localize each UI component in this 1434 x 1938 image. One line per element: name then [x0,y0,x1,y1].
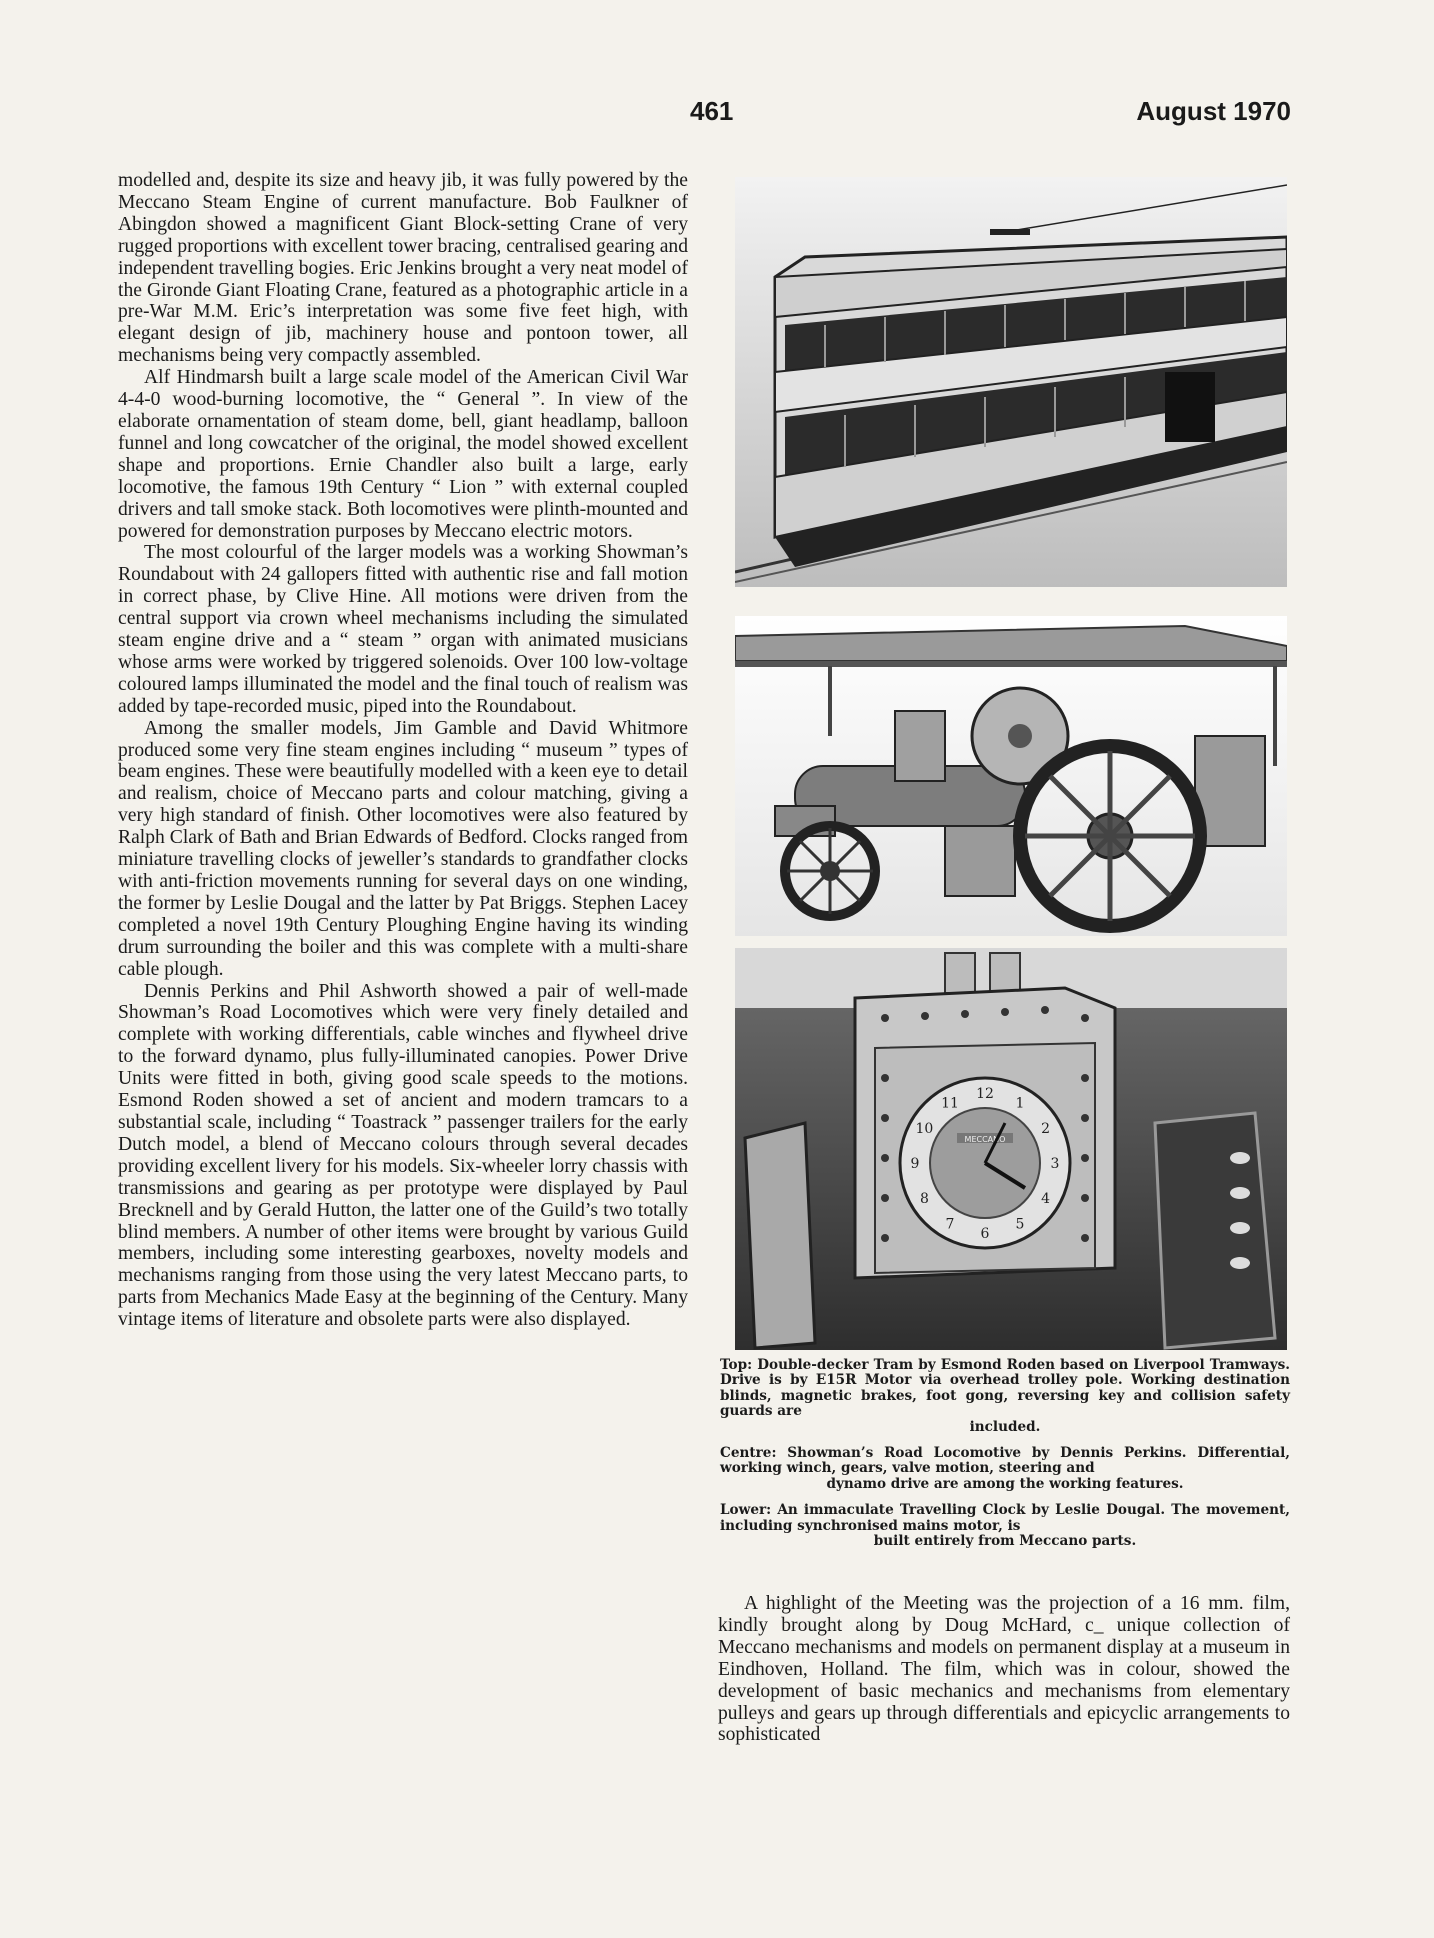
caption-centre-end: dynamo drive are among the working features. [826,1475,1184,1492]
photo-road-locomotive [735,616,1287,936]
clock-numeral: 11 [941,1095,959,1112]
clock-illustration [735,948,1287,1350]
clock-numeral: 4 [1041,1191,1051,1207]
photo-travelling-clock [735,948,1287,1350]
caption-lower-text: Lower: An immaculate Travelling Clock by Leslie Dougal. The movement, including synchronised mains motor, is [720,1502,1290,1534]
clock-numeral: 1 [1015,1095,1025,1112]
caption-centre-text: Centre: Showman’s Road Locomotive by Dennis Perkins. Differential, working winch, gears, valve motion, steering and [720,1445,1290,1477]
caption-top [720,1358,1290,1435]
paragraph: The most colourful of the larger models was a working Showman’s Roundabout with 24 gallopers fitted with authentic rise and fall motion in correct phase, by Clive Hine. All motions were driven from the central support via crown wheel mechanisms including the simulated steam engine drive and a “ steam ” organ with animated musicians whose arms were worked by triggered solenoids. Over 100 low-voltage coloured lamps illuminated the model and the final touch of realism was added by tape-recorded music, piped into the Roundabout. [118,542,688,717]
locomotive-illustration [735,616,1287,936]
issue-date: August 1970 [1136,96,1291,126]
tram-illustration [735,177,1287,587]
clock-numeral: 12 [976,1086,994,1102]
clock-numeral: 3 [1050,1156,1060,1172]
caption-top-end: included. [969,1418,1041,1435]
caption-top-text: Top: Double-decker Tram by Esmond Roden based on Liverpool Tramways. Drive is by E15R Motor via overhead trolley pole. Working destination blinds, magnetic brakes, foot gong, reversing key and collision safety guards are [720,1357,1290,1420]
clock-numeral: 10 [915,1121,934,1137]
paragraph: modelled and, despite its size and heavy jib, it was fully powered by the Meccano Steam Engine of current manufacture. Bob Faulkner of Abingdon showed a magnificent Giant Block-setting Crane of very rugged proportions with excellent tower bracing, centralised gearing and independent travelling bogies. Eric Jenkins brought a very neat model of the Gironde Giant Floating Crane, featured as a photographic article in a pre-War M.M. Eric’s interpretation was some five feet high, with elegant design of jib, machinery house and pontoon tower, all mechanisms being very compactly assembled. [118,170,688,367]
photo-tram [735,177,1287,587]
paragraph: Dennis Perkins and Phil Ashworth showed a pair of well-made Showman’s Road Locomotives which were very finely detailed and complete with working differentials, cable winches and flywheel drive to the forward dynamo, plus fully-illuminated canopies. Power Drive Units were fitted in both, giving good scale speeds to the motions. Esmond Roden showed a set of ancient and modern tramcars to a substantial scale, including “ Toastrack ” passenger trailers for the early Dutch model, a blend of Meccano colours through several decades providing excellent livery for his models. Six-wheeler lorry chassis with transmissions and gearing as per prototype were displayed by Paul Brecknell and by Gerald Hutton, the latter one of the Guild’s two totally blind members. A number of other items were brought by various Guild members, including some interesting gearboxes, novelty models and mechanisms ranging from those using the very latest Meccano parts, to parts from Mechanics Made Easy at the beginning of the Century. Many vintage items of literature and obsolete parts were also displayed. [118,980,688,1331]
paragraph: A highlight of the Meeting was the projection of a 16 mm. film, kindly brought along by Doug McHard, c_ unique collection of Meccano mechanisms and models on permanent display at a museum in Eindhoven, Holland. The film, which was in colour, showed the development of basic mechanics and mechanisms from elementary pulleys and gears up through differentials and epicyclic arrangements to sophisticated [718,1593,1290,1746]
caption-centre [720,1446,1290,1492]
left-column-text [118,170,688,1331]
photo-captions [720,1358,1290,1560]
clock-numeral: 8 [919,1191,929,1207]
clock-numeral: 7 [945,1216,955,1233]
paragraph: Alf Hindmarsh built a large scale model of the American Civil War 4-4-0 wood-burning locomotive, the “ General ”. In view of the elaborate ornamentation of steam dome, bell, giant headlamp, balloon funnel and long cowcatcher of the original, the model showed excellent shape and proportions. Ernie Chandler also built a large, early locomotive, the famous 19th Century “ Lion ” with external coupled drivers and tall smoke stack. Both locomotives were plinth-mounted and powered for demonstration purposes by Meccano electric motors. [118,367,688,542]
clock-numeral: 5 [1015,1216,1025,1233]
clock-numeral: 6 [980,1226,990,1242]
clock-numeral: 2 [1041,1121,1051,1137]
clock-numeral: 9 [910,1156,920,1172]
page-number: 461 [690,96,734,126]
caption-lower-end: built entirely from Meccano parts. [873,1533,1137,1550]
paragraph: Among the smaller models, Jim Gamble and David Whitmore produced some very fine steam engines including “ museum ” types of beam engines. These were beautifully modelled with a keen eye to detail and realism, choice of Meccano parts and colour matching, giving a very high standard of finish. Other locomotives were also featured by Ralph Clark of Bath and Brian Edwards of Bedford. Clocks ranged from miniature travelling clocks of jeweller’s standards to grandfather clocks with anti-friction movements running for several days on one winding, the former by Leslie Dougal and the latter by Pat Briggs. Stephen Lacey completed a novel 19th Century Ploughing Engine having its winding drum surrounding the boiler and this was complete with a multi-share cable plough. [118,717,688,980]
page-header [0,96,1434,136]
right-column-text [718,1593,1290,1746]
caption-lower [720,1503,1290,1549]
clock-brand-label: MECCANO [964,1135,1006,1144]
